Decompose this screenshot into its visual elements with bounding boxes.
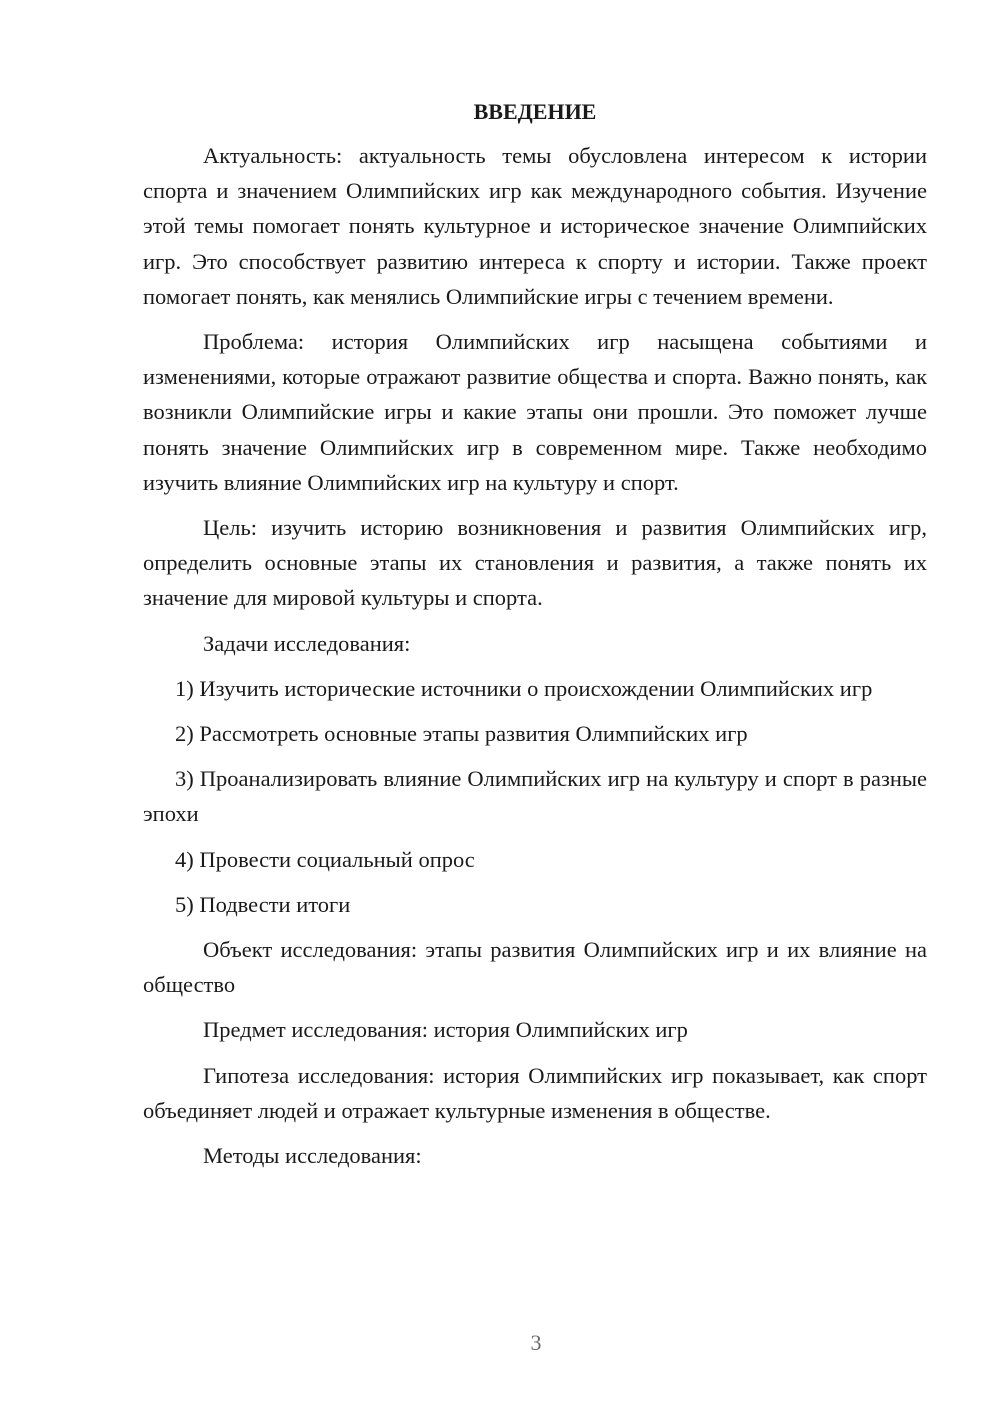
goal-paragraph: Цель: изучить историю возникновения и развития Олимпийских игр, определить основные этапы их становления и развития, а также понять их значение для мировой культуры и спорта.: [143, 515, 927, 611]
section-heading: ВВЕДЕНИЕ: [473, 99, 597, 124]
object-paragraph: Объект исследования: этапы развития Олимпийских игр и их влияние на общество: [143, 937, 927, 998]
page-number: 3: [530, 1330, 542, 1355]
task-item: 4) Провести социальный опрос: [175, 846, 475, 872]
task-item: 2) Рассмотреть основные этапы развития Олимпийских игр: [175, 721, 748, 747]
hypothesis-paragraph: Гипотеза исследования: история Олимпийских игр показывает, как спорт объединяет людей и отражает культурные изменения в обществе.: [143, 1062, 927, 1123]
task-item: 3) Проанализировать влияние Олимпийских игр на культуру и спорт в разные эпохи: [143, 766, 927, 827]
page-body: [143, 94, 927, 1183]
task-item: 1) Изучить исторические источники о происхождении Олимпийских игр: [175, 675, 873, 701]
methods-heading: Методы исследования:: [203, 1143, 422, 1169]
task-item: 5) Подвести итоги: [175, 891, 351, 917]
tasks-heading: Задачи исследования:: [203, 630, 411, 656]
problem-paragraph: Проблема: история Олимпийских игр насыщена событиями и изменениями, которые отражают развитие общества и спорта. Важно понять, как возникли Олимпийские игры и какие этапы они прошли. Это поможет лучше понять значение Олимпийских игр в современном мире. Также необходимо изучить влияние Олимпийских игр на культуру и спорт.: [143, 329, 927, 495]
subject-paragraph: Предмет исследования: история Олимпийских игр: [203, 1017, 688, 1043]
relevance-paragraph: Актуальность: актуальность темы обусловлена интересом к истории спорта и значением Олимпийских игр как международного события. Изучение этой темы помогает понять культурное и историческое значение Олимпийских игр. Это способствует развитию интереса к спорту и истории. Также проект помогает понять, как менялись Олимпийские игры с течением времени.: [143, 143, 927, 309]
